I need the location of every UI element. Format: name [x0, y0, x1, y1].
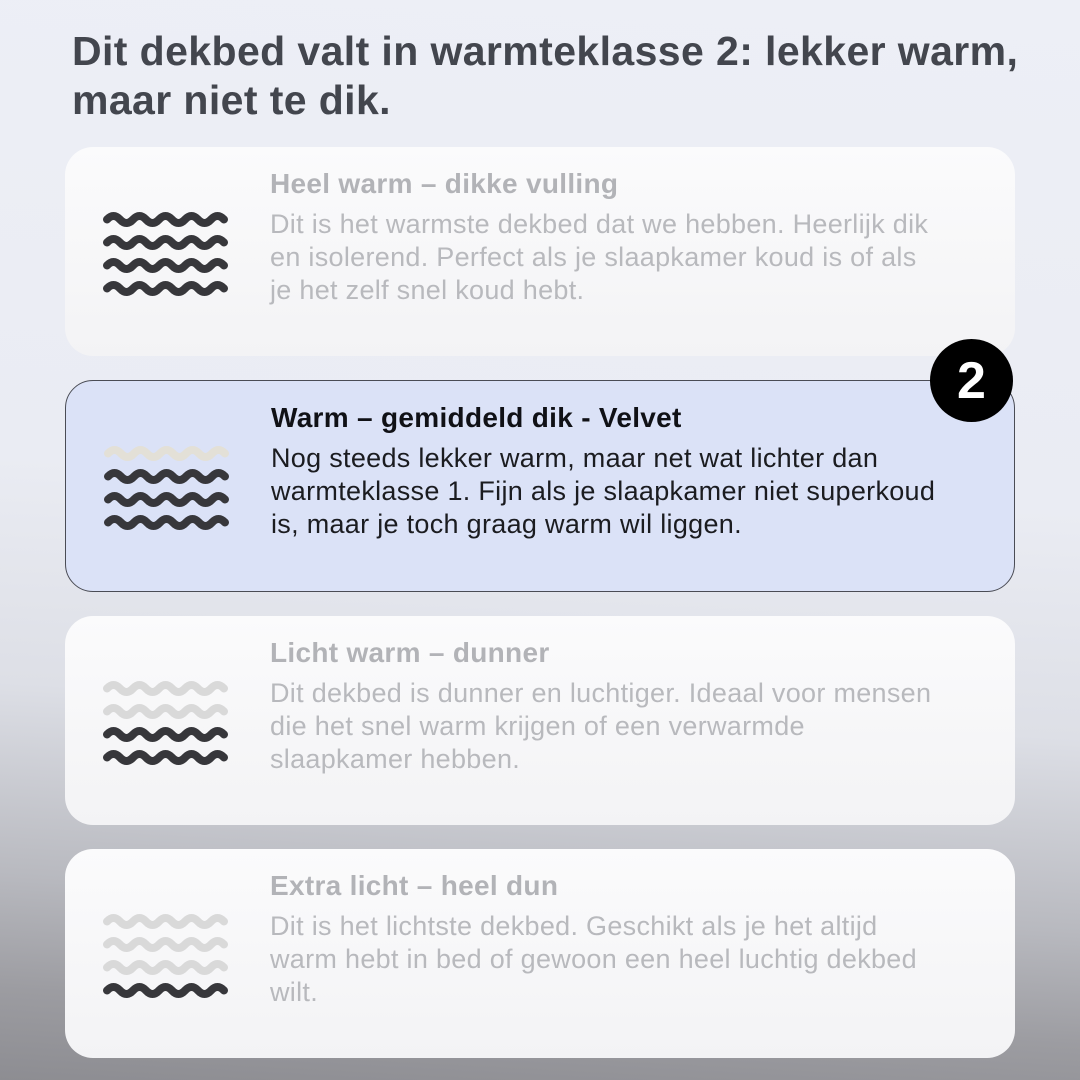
wave-line-dark	[102, 211, 232, 228]
warmth-class-list	[65, 147, 1015, 1058]
card-title: Extra licht – heel dun	[270, 870, 559, 901]
card-title: Warm – gemiddeld dik - Velvet	[271, 402, 682, 433]
wave-line-light	[102, 959, 232, 976]
warmth-waves-icon	[102, 211, 232, 336]
warmth-waves-icon	[103, 445, 233, 571]
wave-line-light	[102, 703, 232, 720]
waves-level-3	[103, 445, 233, 531]
wave-line-dark	[102, 257, 232, 274]
card-text	[270, 869, 942, 1038]
warmth-card-extra-licht	[65, 849, 1015, 1058]
card-body: Nog steeds lekker warm, maar net wat lichter dan warmteklasse 1. Fijn als je slaapkamer niet superkoud is, maar je toch graag warm wil liggen.	[271, 443, 936, 539]
card-title: Heel warm – dikke vulling	[270, 168, 619, 199]
card-text	[271, 401, 943, 571]
card-body: Dit is het lichtste dekbed. Geschikt als je het altijd warm hebt in bed of gewoon een heel luchtig dekbed wilt.	[270, 911, 917, 1007]
card-text	[270, 167, 942, 336]
badge-number: 2	[957, 351, 986, 410]
wave-line-dark	[102, 280, 232, 297]
wave-line-dark	[103, 491, 233, 508]
card-title: Licht warm – dunner	[270, 637, 550, 668]
wave-line-light	[102, 913, 232, 930]
warmth-waves-icon	[102, 680, 232, 805]
warmth-card-heel-warm	[65, 147, 1015, 356]
wave-line-dark	[103, 468, 233, 485]
waves-level-1	[102, 913, 232, 999]
warmth-card-warm-selected	[65, 380, 1015, 592]
wave-line-light	[103, 445, 233, 462]
card-body: Dit dekbed is dunner en luchtiger. Ideaal voor mensen die het snel warm krijgen of een verwarmde slaapkamer hebben.	[270, 678, 932, 774]
wave-line-dark	[102, 982, 232, 999]
wave-line-light	[102, 680, 232, 697]
selected-class-badge	[930, 339, 1013, 422]
warmth-card-licht-warm	[65, 616, 1015, 825]
wave-line-dark	[102, 749, 232, 766]
card-body: Dit is het warmste dekbed dat we hebben. Heerlijk dik en isolerend. Perfect als je slaapkamer koud is of als je het zelf snel koud hebt.	[270, 209, 929, 305]
wave-line-light	[102, 936, 232, 953]
wave-line-dark	[103, 514, 233, 531]
card-text	[270, 636, 942, 805]
waves-level-2	[102, 680, 232, 766]
wave-line-dark	[102, 234, 232, 251]
warmth-waves-icon	[102, 913, 232, 1038]
waves-level-4	[102, 211, 232, 297]
page-title: Dit dekbed valt in warmteklasse 2: lekker warm, maar niet te dik.	[72, 28, 1019, 123]
wave-line-dark	[102, 726, 232, 743]
